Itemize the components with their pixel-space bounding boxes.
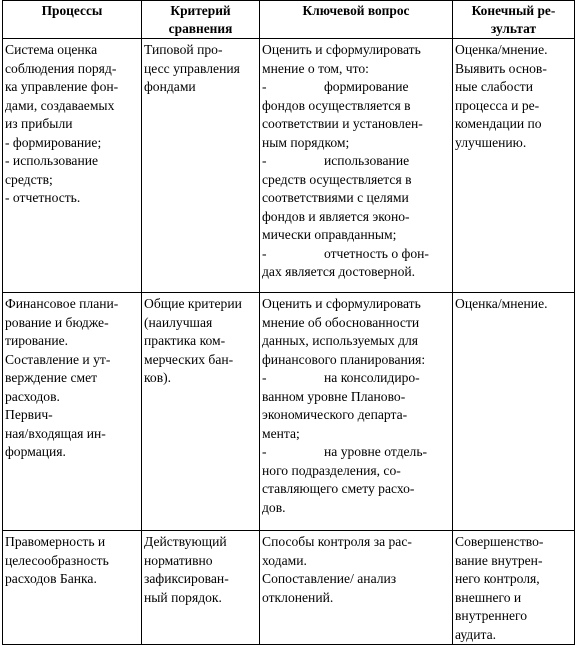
cell-process	[3, 531, 142, 645]
cell-line: мнение о том, что:	[262, 60, 369, 76]
header-line: сравнения	[168, 21, 233, 36]
cell-line: ная/входящая ин-	[5, 425, 106, 441]
cell-criterion	[142, 39, 260, 293]
cell-line: дах является достоверной.	[262, 264, 416, 279]
cell-line: Сопоставление/ анализ	[262, 571, 397, 586]
cell-line: мента;	[262, 425, 300, 441]
cell-line: Составление и ут-	[5, 351, 111, 367]
cell-line: внутреннего	[455, 608, 528, 623]
cell-line: мически оправданным;	[262, 227, 397, 242]
cell-final-result	[453, 39, 575, 293]
cell-line: формация.	[5, 444, 66, 459]
cell-line: мерческих бан-	[144, 351, 234, 367]
cell-line: соответствии и установлен-	[262, 116, 423, 131]
cell-line: Типовой про-	[144, 42, 223, 57]
cell-line: из прибыли	[5, 116, 73, 131]
cell-line: целесообразность	[5, 552, 109, 568]
cell-line: использование	[324, 153, 410, 168]
cell-line: Оценить и сформулировать	[262, 42, 421, 57]
cell-line: средств;	[5, 171, 53, 187]
cell-line: финансового планирования:	[262, 351, 426, 367]
cell-line: соответствиями с целями	[262, 190, 409, 205]
cell-line: дов.	[262, 499, 286, 515]
cell-line: фондов и является эконо-	[262, 208, 410, 224]
header-final-result	[453, 1, 575, 39]
cell-line: фондов осуществляется в	[262, 97, 411, 113]
cell-line: рование и бюдже-	[5, 314, 109, 330]
cell-line: данных, используемых для	[262, 333, 419, 348]
dash-marker: -	[262, 444, 267, 459]
header-row	[3, 1, 575, 39]
cell-line: на консолидиро-	[324, 370, 420, 385]
cell-line: мнение об обоснованности	[262, 314, 420, 330]
cell-line: отчетность о фон-	[324, 245, 429, 261]
cell-line: Оценить и сформулировать	[262, 296, 421, 311]
cell-line: расходов.	[5, 388, 60, 404]
cell-line: Первич-	[5, 407, 53, 422]
cell-process	[3, 293, 142, 531]
header-line: Конечный ре-	[471, 3, 556, 18]
cell-line: Способы контроля за рас-	[262, 534, 412, 549]
cell-line: практика ком-	[144, 333, 226, 348]
cell-line: верждение смет	[5, 370, 98, 385]
cell-line: Общие критерии	[144, 296, 242, 311]
cell-line: отклонений.	[262, 589, 334, 605]
dash-marker: -	[262, 245, 267, 261]
cell-line: аудита.	[455, 626, 497, 642]
cell-key-question	[260, 531, 453, 645]
cell-line: внешнего и	[455, 589, 522, 605]
cell-line: Финансовое плани-	[5, 296, 119, 311]
cell-line: ным порядком;	[262, 134, 350, 150]
dash-marker: -	[262, 79, 267, 94]
header-line: Процессы	[41, 3, 103, 18]
cell-line: нормативно	[144, 552, 213, 568]
cell-line: - отчетность.	[5, 190, 81, 205]
cell-line: (наилучшая	[144, 314, 213, 330]
comparison-table	[2, 0, 575, 645]
cell-line: цесс управления	[144, 60, 240, 76]
cell-line: ставляющего смету расхо-	[262, 481, 415, 496]
table-row	[3, 39, 575, 293]
header-line: зультат	[490, 21, 537, 36]
cell-process	[3, 39, 142, 293]
table-row	[3, 531, 575, 645]
cell-line: экономического департа-	[262, 407, 408, 422]
cell-final-result	[453, 293, 575, 531]
cell-key-question	[260, 293, 453, 531]
cell-line: расходов Банка.	[5, 571, 97, 586]
cell-line: на уровне отдель-	[324, 444, 428, 459]
header-line: Критерий	[170, 3, 231, 18]
cell-final-result	[453, 531, 575, 645]
cell-line: улучшению.	[455, 134, 527, 150]
dash-marker: -	[262, 370, 267, 385]
cell-criterion	[142, 531, 260, 645]
cell-line: Совершенство-	[455, 534, 544, 549]
header-processes	[3, 1, 142, 39]
cell-line: дами, создаваемых	[5, 97, 115, 113]
table-row	[3, 293, 575, 531]
cell-line: Действующий	[144, 534, 227, 549]
cell-line: Выявить основ-	[455, 60, 547, 76]
cell-line: вание внутрен-	[455, 552, 543, 568]
cell-line: него контроля,	[455, 571, 540, 586]
header-key-question	[260, 1, 453, 39]
cell-line: ходами.	[262, 552, 307, 568]
cell-line: формирование	[324, 79, 409, 94]
cell-line: ные слабости	[455, 79, 533, 94]
cell-line: Оценка/мнение.	[455, 296, 548, 311]
header-criterion	[142, 1, 260, 39]
cell-line: Система оценка	[5, 42, 98, 57]
cell-line: Правомерность и	[5, 534, 106, 549]
cell-line: Оценка/мнение.	[455, 42, 548, 57]
cell-line: комендации по	[455, 116, 542, 131]
cell-line: тирование.	[5, 333, 69, 348]
cell-line: фондами	[144, 79, 196, 94]
cell-line: ного подразделения, со-	[262, 462, 401, 478]
cell-line: - формирование;	[5, 134, 102, 150]
header-line: Ключевой вопрос	[302, 3, 410, 18]
cell-key-question	[260, 39, 453, 293]
cell-line: - использование	[5, 153, 99, 168]
cell-line: процесса и ре-	[455, 97, 540, 113]
cell-line: средств осуществляется в	[262, 171, 412, 187]
cell-line: ков).	[144, 370, 172, 385]
cell-line: зафиксирован-	[144, 571, 229, 586]
cell-line: ванном уровне Планово-	[262, 388, 406, 404]
cell-criterion	[142, 293, 260, 531]
cell-line: ный порядок.	[144, 589, 222, 605]
dash-marker: -	[262, 153, 267, 168]
cell-line: ка управление фон-	[5, 79, 119, 94]
cell-line: соблюдения поряд-	[5, 60, 117, 76]
